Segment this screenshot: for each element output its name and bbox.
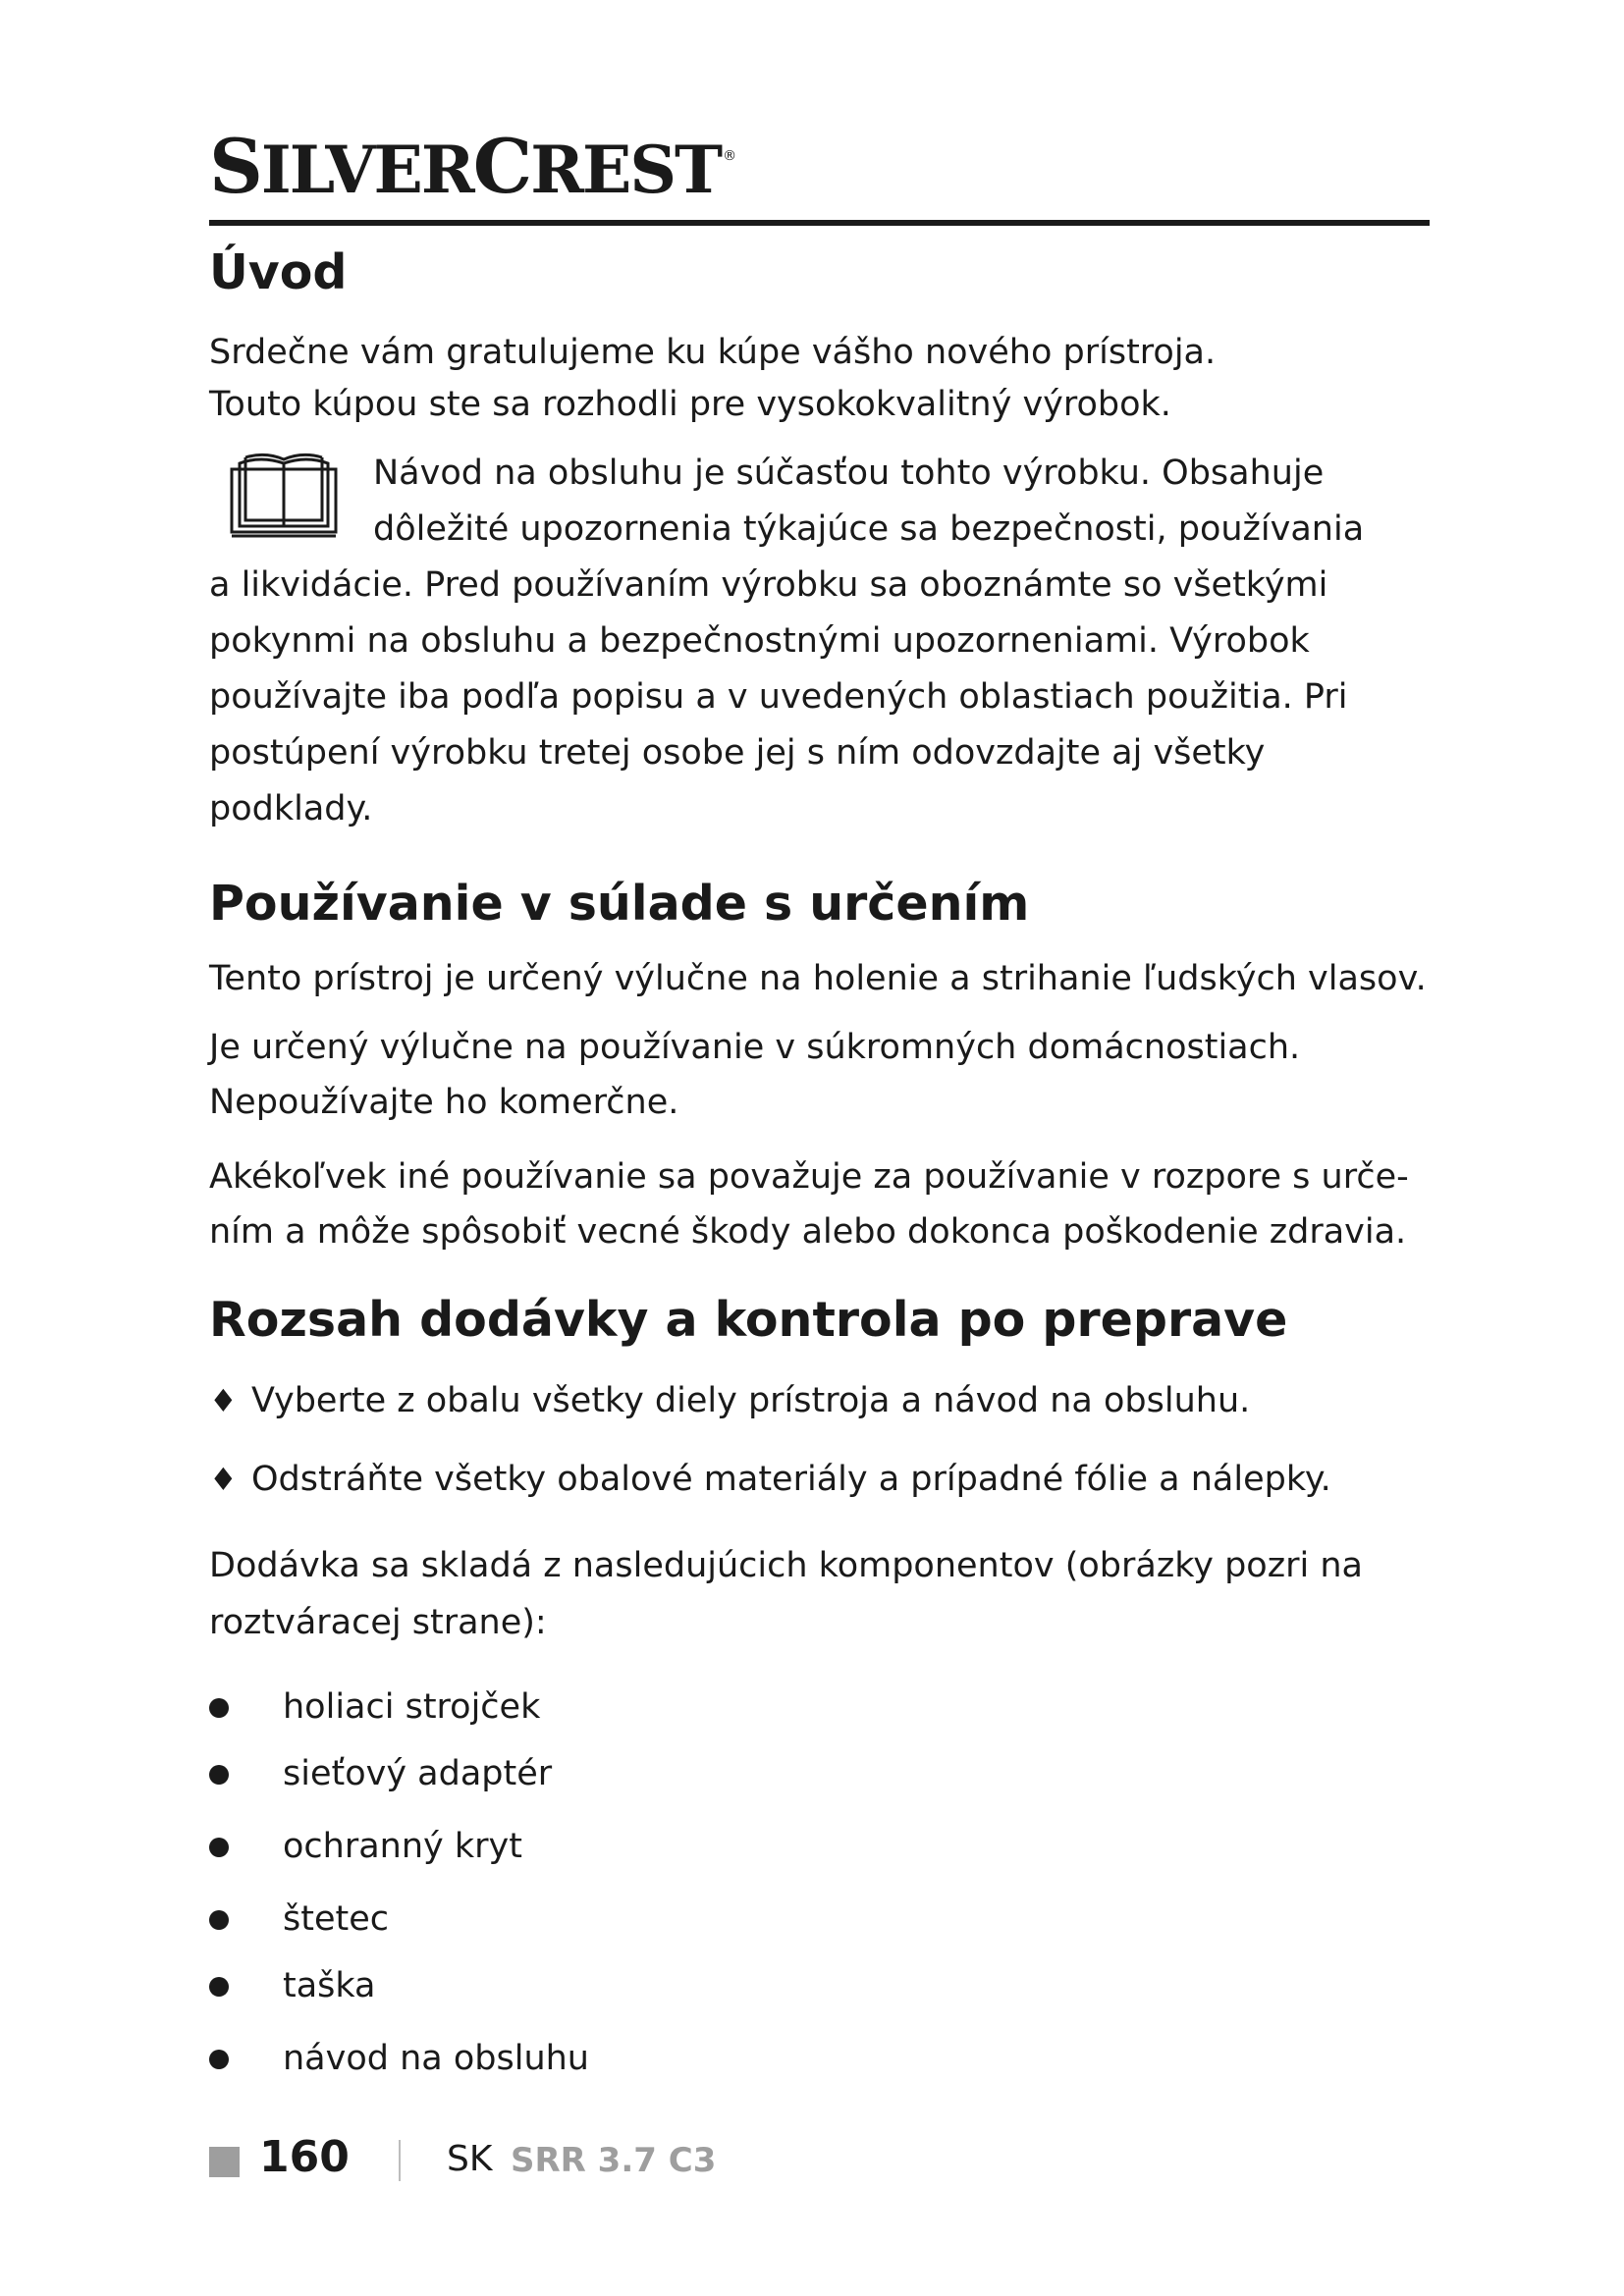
bullet-dot-icon — [209, 2050, 229, 2069]
bullet-dot-icon — [209, 1765, 229, 1785]
brand-first-initial: S — [209, 123, 261, 210]
delivery-item-3: ochranný kryt — [283, 1827, 522, 1866]
delivery-intro-l1: Dodávka sa skladá z nasledujúcich komponentov (obrázky pozri na — [209, 1546, 1363, 1585]
footer-model: SRR 3.7 C3 — [511, 2141, 717, 2180]
diamond-bullet-icon: ♦ — [209, 1461, 238, 1498]
intended-use-p3-l2: ním a môže spôsobiť vecné škody alebo dokonca poškodenie zdravia. — [209, 1212, 1407, 1252]
intended-use-p1: Tento prístroj je určený výlučne na holenie a strihanie ľudských vlasov. — [209, 959, 1427, 998]
intro-para-line-5: používajte iba podľa popisu a v uvedených oblastiach použitia. Pri — [209, 677, 1348, 717]
footer-language: SK — [447, 2139, 493, 2179]
footer-square-marker — [209, 2147, 240, 2177]
page-number: 160 — [259, 2132, 350, 2182]
delivery-intro-l2: roztváracej strane): — [209, 1603, 547, 1642]
intro-line-1: Srdečne vám gratulujeme ku kúpe vášho nového prístroja. — [209, 333, 1217, 372]
delivery-item-4: štetec — [283, 1899, 389, 1939]
delivery-item-6: návod na obsluhu — [283, 2039, 589, 2078]
bullet-dot-icon — [209, 1977, 229, 1997]
brand-second-rest: REST — [530, 132, 722, 208]
bullet-dot-icon — [209, 1698, 229, 1718]
delivery-step-1: Vyberte z obalu všetky diely prístroja a návod na obsluhu. — [251, 1381, 1251, 1420]
intended-use-heading: Používanie v súlade s určením — [209, 876, 1030, 932]
brand-second-initial: C — [472, 123, 531, 210]
delivery-item-5: taška — [283, 1966, 376, 2005]
delivery-step-2: Odstráňte všetky obalové materiály a prípadné fólie a nálepky. — [251, 1460, 1331, 1499]
footer-separator — [399, 2140, 401, 2181]
intro-line-2: Touto kúpou ste sa rozhodli pre vysokokvalitný výrobok. — [209, 385, 1171, 424]
intro-para-line-1: Návod na obsluhu je súčasťou tohto výrobku. Obsahuje — [373, 454, 1325, 493]
intended-use-p2-l2: Nepoužívajte ho komerčne. — [209, 1083, 679, 1122]
diamond-bullet-icon: ♦ — [209, 1382, 238, 1419]
bullet-dot-icon — [209, 1910, 229, 1930]
intro-heading: Úvod — [209, 244, 348, 300]
intro-para-line-3: a likvidácie. Pred používaním výrobku sa oboznámte so všetkými — [209, 565, 1328, 605]
delivery-item-1: holiaci strojček — [283, 1687, 541, 1727]
intended-use-p3-l1: Akékoľvek iné používanie sa považuje za používanie v rozpore s urče- — [209, 1157, 1409, 1197]
registered-mark: ® — [723, 148, 735, 164]
delivery-item-2: sieťový adaptér — [283, 1754, 553, 1793]
intro-para-line-6: postúpení výrobku tretej osobe jej s ním odovzdajte aj všetky — [209, 733, 1266, 773]
delivery-heading: Rozsah dodávky a kontrola po preprave — [209, 1292, 1288, 1348]
open-book-icon — [222, 448, 346, 542]
header-rule — [209, 220, 1430, 226]
intro-para-line-2: dôležité upozornenia týkajúce sa bezpečnosti, používania — [373, 509, 1365, 549]
brand-logo — [209, 123, 735, 210]
intended-use-p2-l1: Je určený výlučne na používanie v súkromných domácnostiach. — [209, 1028, 1301, 1067]
bullet-dot-icon — [209, 1838, 229, 1857]
intro-para-line-7: podklady. — [209, 789, 373, 828]
intro-para-line-4: pokynmi na obsluhu a bezpečnostnými upozorneniami. Výrobok — [209, 621, 1310, 661]
brand-first-rest: ILVER — [260, 132, 473, 208]
